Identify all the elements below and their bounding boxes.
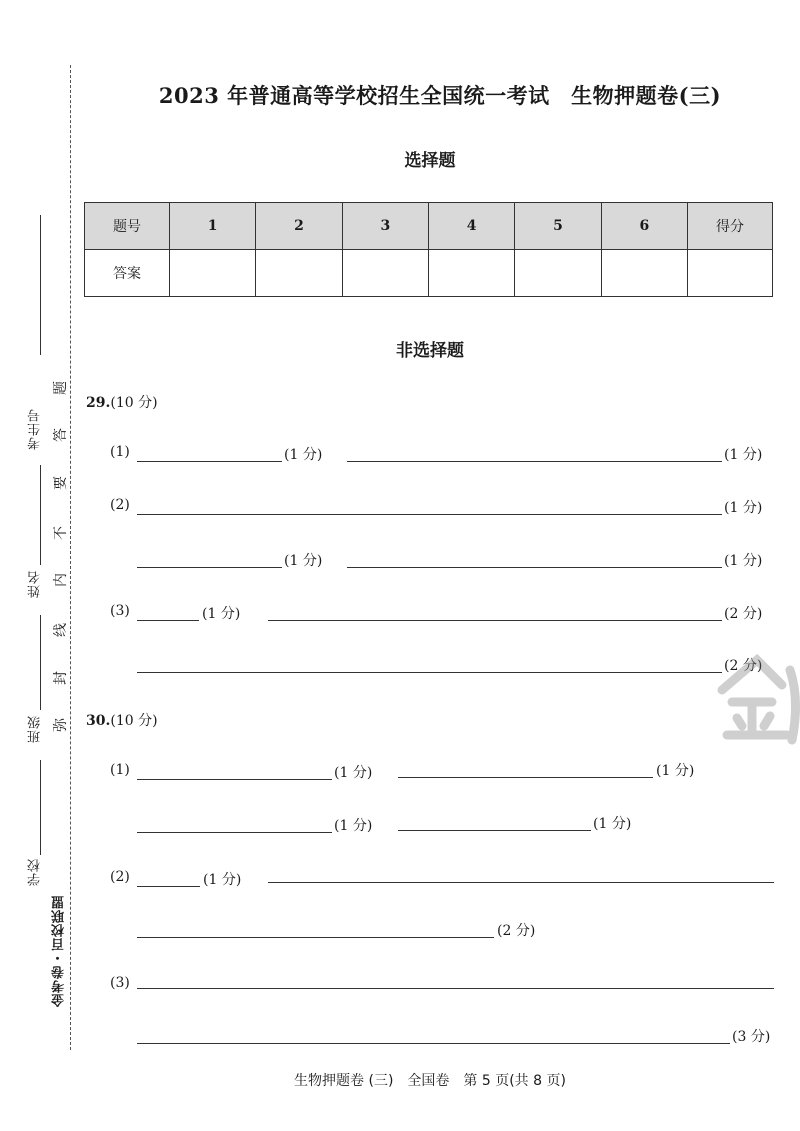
q30-part1-points-a: (1 分): [334, 765, 373, 781]
q29-part1-blank-b[interactable]: [347, 461, 722, 462]
q30-number: 30.: [86, 713, 111, 729]
q29-part2-points-b: (1 分): [284, 553, 323, 569]
seal-char-3: 要: [53, 476, 69, 490]
question-number-cell: 5: [515, 203, 601, 250]
binding-dashed-line: [70, 65, 71, 1050]
answer-cell[interactable]: [515, 250, 601, 297]
q30-part3-blank-b[interactable]: [137, 1043, 730, 1044]
q29-part1-points-b: (1 分): [724, 447, 763, 463]
q29-part2-blank-b[interactable]: [137, 567, 282, 568]
q29-part3-label: (3): [110, 603, 130, 619]
exam-no-line: [40, 215, 41, 355]
q29-part2-points-c: (1 分): [724, 553, 763, 569]
seal-char-6: 线: [53, 623, 69, 637]
q29-number: 29.: [86, 395, 111, 411]
q29-part2-points-a: (1 分): [724, 500, 763, 516]
name-line: [40, 465, 41, 565]
question-number-label: 题号: [85, 203, 170, 250]
answer-cell[interactable]: [256, 250, 342, 297]
q30-header: [86, 710, 158, 730]
q30-part3-points: (3 分): [732, 1029, 771, 1045]
answer-table-header-row: [85, 203, 773, 250]
q30-part3-blank-a[interactable]: [137, 988, 774, 989]
q30-part1-blank-d[interactable]: [398, 830, 591, 831]
q29-part1-label: (1): [110, 444, 130, 460]
school-line: [40, 760, 41, 855]
q30-points: (10 分): [110, 713, 158, 729]
q29-points: (10 分): [110, 395, 158, 411]
q29-part1-points-a: (1 分): [284, 447, 323, 463]
q30-part2-blank-b[interactable]: [268, 882, 774, 883]
q29-part3-blank-b[interactable]: [268, 620, 722, 621]
question-number-cell: 3: [342, 203, 428, 250]
q30-part1-points-c: (1 分): [334, 818, 373, 834]
q29-part2-blank-a[interactable]: [137, 514, 722, 515]
q30-part1-blank-a[interactable]: [137, 779, 332, 780]
page-footer: 生物押题卷 (三) 全国卷 第 5 页(共 8 页): [294, 1073, 566, 1089]
seal-char-4: 不: [53, 526, 69, 540]
q30-part1-points-b: (1 分): [656, 763, 695, 779]
name-label: 姓名: [28, 570, 43, 598]
score-label: 得分: [688, 203, 773, 250]
answer-cell[interactable]: [170, 250, 256, 297]
q30-part1-label: (1): [110, 762, 130, 778]
q30-part2-points-a: (1 分): [203, 872, 242, 888]
class-label: 班级: [28, 715, 43, 743]
answer-cell[interactable]: [428, 250, 514, 297]
q29-part3-blank-a[interactable]: [137, 620, 199, 621]
answer-table: [84, 202, 773, 297]
seal-char-7: 封: [53, 671, 69, 685]
q29-part2-label: (2): [110, 497, 130, 513]
question-number-cell: 2: [256, 203, 342, 250]
choice-section-heading: 选择题: [404, 151, 456, 171]
page-title: 2023 年普通高等学校招生全国统一考试 生物押题卷(三): [158, 83, 722, 108]
seal-char-1: 题: [53, 381, 69, 395]
score-cell[interactable]: [688, 250, 773, 297]
q30-part2-label: (2): [110, 869, 130, 885]
q30-part2-points-b: (2 分): [497, 923, 536, 939]
exam-no-label: 考生号: [28, 408, 43, 450]
watermark-logo: [712, 650, 800, 745]
q29-part3-blank-c[interactable]: [137, 672, 722, 673]
q30-part3-label: (3): [110, 975, 130, 991]
school-label: 学校: [28, 858, 43, 886]
question-number-cell: 6: [601, 203, 687, 250]
question-number-cell: 4: [428, 203, 514, 250]
class-line: [40, 615, 41, 710]
seal-char-5: 内: [53, 573, 69, 587]
brand-label: 金考卷・百校联盟: [52, 895, 67, 1007]
answer-table-answer-row: [85, 250, 773, 297]
q29-part2-blank-c[interactable]: [347, 567, 722, 568]
answer-cell[interactable]: [601, 250, 687, 297]
q29-part3-points-b: (2 分): [724, 606, 763, 622]
q30-part2-blank-c[interactable]: [137, 937, 494, 938]
q30-part2-blank-a[interactable]: [137, 886, 200, 887]
q29-part3-points-a: (1 分): [202, 606, 241, 622]
q30-part1-points-d: (1 分): [593, 816, 632, 832]
q29-part1-blank-a[interactable]: [137, 461, 282, 462]
answer-cell[interactable]: [342, 250, 428, 297]
q30-part1-blank-b[interactable]: [398, 777, 653, 778]
nonchoice-section-heading: 非选择题: [396, 341, 464, 361]
q29-header: [86, 392, 158, 412]
q29-part3-points-c: (2 分): [724, 658, 763, 674]
seal-char-2: 答: [53, 428, 69, 442]
answer-label: 答案: [85, 250, 170, 297]
question-number-cell: 1: [170, 203, 256, 250]
seal-char-8: 弥: [53, 718, 69, 732]
q30-part1-blank-c[interactable]: [137, 832, 332, 833]
